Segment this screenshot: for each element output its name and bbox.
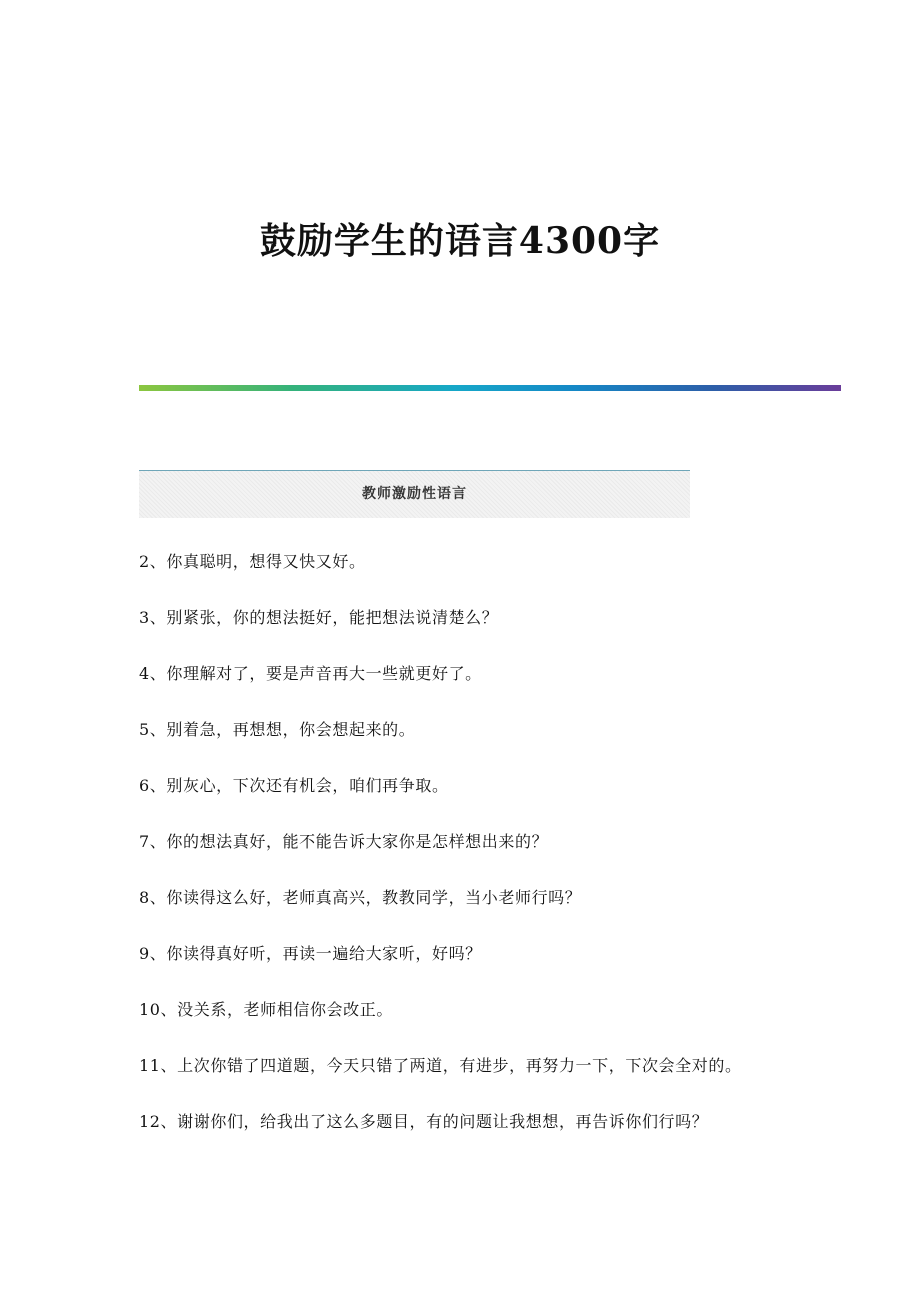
list-item: 6、别灰心，下次还有机会，咱们再争取。: [139, 776, 449, 795]
document-title: 鼓励学生的语言4300字: [259, 220, 661, 262]
list-item: 3、别紧张，你的想法挺好，能把想法说清楚么？: [139, 608, 499, 627]
list-item: 7、你的想法真好，能不能告诉大家你是怎样想出来的？: [139, 832, 549, 851]
list-item: 11、上次你错了四道题，今天只错了两道，有进步，再努力一下，下次会全对的。: [139, 1056, 742, 1075]
list-item: 12、谢谢你们，给我出了这么多题目，有的问题让我想想，再告诉你们行吗？: [139, 1112, 709, 1131]
phrase-list: [139, 543, 779, 1159]
list-item: 5、别着急，再想想，你会想起来的。: [139, 720, 416, 739]
list-item: 2、你真聪明，想得又快又好。: [139, 552, 366, 571]
list-item: 8、你读得这么好，老师真高兴，教教同学，当小老师行吗？: [139, 888, 582, 907]
list-item: 10、没关系，老师相信你会改正。: [139, 1000, 393, 1019]
section-banner-label: 教师激励性语言: [362, 486, 467, 502]
section-banner: [139, 470, 690, 518]
list-item: 4、你理解对了，要是声音再大一些就更好了。: [139, 664, 482, 683]
title-divider: [139, 385, 841, 391]
list-item: 9、你读得真好听，再读一遍给大家听，好吗？: [139, 944, 482, 963]
